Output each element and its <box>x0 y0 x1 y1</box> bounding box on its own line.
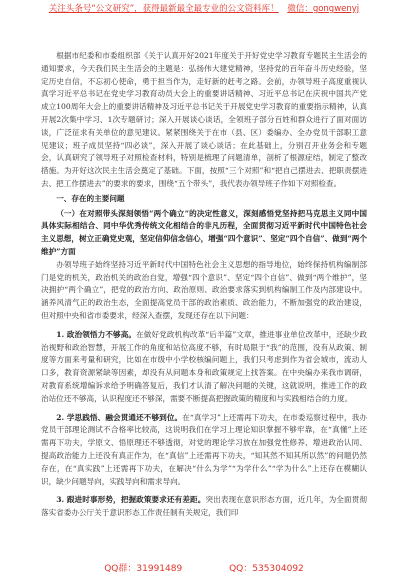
point3-title: 3. 跟进时事形势，把握政策要求还有差距。 <box>56 495 206 505</box>
section-heading: 一、存在的主要问题 <box>56 193 125 203</box>
intro-paragraph: 根据市纪委和市委组织部《关于认真开好2021年度关于开好党史学习教育专题民主生活会的通知要求，今天我们民主生活会的主题是：弘扬伟大建党精神，坚持党的百年奋斗历史经验，坚定历史自信，不忘初心使命，勇于担当作为，走好新的赶考之路。会前，办领导班子高度重视认真学习近平总书记在党史学习教育动员大会上的重要讲话精神、习近平总书记在庆祝中国共产党成立100周年大会上的重要讲话精神及习近平总书记关于开展党史学习教育的重要指示精神，认真开展2次集中学习、1次专题研讨；深入开展谈心谈话，全领班子部分百姓和群众进行了面对面访谈，广泛征求有关单位的意见建议。紧紧围绕关于在市（县、区）委编办、全办党员干部职工意见建议；班子成员坚持“四必谈”，深入开展了谈心谈话；在此基础上，分别召开业务会和专题会，认真研究了领导班子对照检查材料，特别是梳理了问题清单，剖析了根源症结，制定了整改措施。为开好这次民主生活会奠定了基础。下面，按照“三个对照”和“把自己摆进去、把职责摆进去、把工作摆进去”的要求的要求，围绕“五个带头”，我代表办领导班子作如下对照检查。 <box>41 51 367 188</box>
point2-title: 2. 学思践悟、融会贯通还不够到位。 <box>56 412 183 422</box>
qq-group-text: QQ群：31991489 <box>104 564 183 574</box>
point1-title: 1. 政治领悟力不够高。 <box>56 329 137 339</box>
qq-number-text: QQ：535304092 <box>229 564 304 574</box>
banner-wechat-link[interactable]: 微信：gongwenyj <box>287 4 360 14</box>
point3-paragraph <box>41 494 367 520</box>
point1-paragraph <box>41 329 367 406</box>
bottom-footer <box>0 562 408 576</box>
item1-heading: （一）在对照带头深刻领悟“两个确立”的决定性意义，深刻感悟党坚持把马克思主义同中国具体实际相结合、同中华优秀传统文化相结合的非凡历程，全面贯彻习近平新时代中国特色社会主义思想，树立正确党史观，坚定信仰信念信心，增强“四个意识”、坚定“四个自信”、做到“两个维护”方面 <box>41 208 367 256</box>
point2-paragraph <box>41 412 367 489</box>
point1-text: 在做好党政机构改革“后半篇”文章，推进事业单位改革中，还缺少政治视野和政治智慧，开展工作的角度和站位高度不够，有时局限于“我”的范围，没有从政策、制度等方面来考量和研究，比如在市级中小学校核编问题上，我们只考虑到作为省会城市，流动人口多，教育资源紧缺等因素，却没有从问题本身和政策规定上找答案。在中央编办来我市调研，对教育系统增编诉求给予明确答复后，我们才认清了解决问题的关键，这就说明，推进工作的政治站位还不够高，认识程度还不够深，需要不断提高把握政策的精度和与实践相结合的力度。 <box>41 329 367 403</box>
top-banner <box>0 2 408 16</box>
document-body <box>41 50 367 520</box>
banner-promo-link[interactable]: 关注头条号“公文研究”，获得最新最全最专业的公文资料库！ <box>48 4 279 14</box>
point2-text: 在“真学习”上还需再下功夫，在市委巡察过程中，我办党员干部理论测试不合格率比较高，这说明我们在学习上理论知识掌握不够牢靠，在“真懂”上还需再下功夫，学原文、悟原理还不够透彻，对党的理论学习放在加强党性修养、增进政治认同、提高政治能力上还没有真正作为，在“真信”上还需再下功夫，“知其然不知其所以然”的问题仍然存在，在“真实践”上还需再下功夫，在解决“什么为学”“为学什么”“学为什么”上还存在模糊认识，缺少问题导向，实践导向和需求导向。 <box>41 412 367 486</box>
item1-paragraph: 办领导班子始终坚持习近平新时代中国特色社会主义思想的指导地位，始终保持机构编制部门是党的机关，政治机关的政治自觉，增强“四个意识”、坚定“四个自信”、做到“两个维护”，坚决拥护“两个确立”，把党的政治方向、政治原则、政治要求落实到机构编制工作及内部建设中。涵养风清气正的政治生态，全面提高党员干部的政治素质、政治能力，不断加强党的政治建设，但对照中央和省市委要求，经深入查摆，发现还存在以下问题： <box>41 259 367 320</box>
point3-text: 突出表现在意识形态方面，近几年，为全面贯彻落实省委办公厅关于意识形态工作责任制有关规定，我们印 <box>41 495 367 518</box>
